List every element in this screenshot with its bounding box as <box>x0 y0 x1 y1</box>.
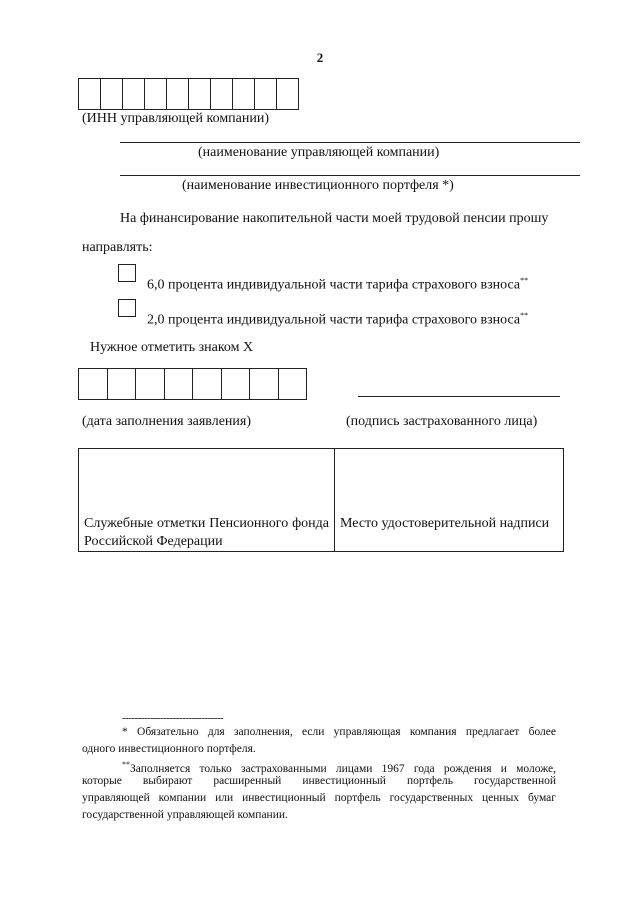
page-number: 2 <box>316 50 324 65</box>
date-digit-box[interactable] <box>136 369 165 399</box>
inn-digit-box[interactable] <box>145 79 167 109</box>
footnote-separator: -------------------------------- <box>122 712 224 724</box>
pension-fund-marks-text: Служебные отметки Пенсионного фонда Российской Федерации <box>84 516 329 549</box>
inn-digit-box[interactable] <box>189 79 211 109</box>
signature-label: (подпись застрахованного лица) <box>346 414 538 429</box>
date-input-boxes[interactable] <box>78 368 307 400</box>
request-text-line2: направлять: <box>82 240 153 255</box>
date-digit-box[interactable] <box>108 369 137 399</box>
inn-input-boxes[interactable] <box>78 78 299 110</box>
date-digit-box[interactable] <box>193 369 222 399</box>
mark-note: Нужное отметить знаком Х <box>90 340 254 355</box>
option-2-label: 2,0 процента индивидуальной части тарифа страхового взноса** <box>147 311 529 328</box>
footnote-2-line3: управляющей компании или инвестиционный портфель государственных ценных бумаг <box>82 792 556 804</box>
date-digit-box[interactable] <box>79 369 108 399</box>
footnote-2-line1: **Заполняется только застрахованными лицами 1967 года рождения и моложе, <box>122 760 556 775</box>
option-6-label: 6,0 процента индивидуальной части тарифа страхового взноса** <box>147 276 529 293</box>
option-6-checkbox[interactable] <box>118 264 136 282</box>
company-name-line[interactable] <box>120 142 580 143</box>
date-digit-box[interactable] <box>250 369 279 399</box>
inn-digit-box[interactable] <box>211 79 233 109</box>
footnote-1-line2: одного инвестиционного портфеля. <box>82 743 256 755</box>
footnote-1-line1: * Обязательно для заполнения, если управляющая компания предлагает более <box>122 726 556 738</box>
inn-digit-box[interactable] <box>123 79 145 109</box>
pension-fund-marks-cell <box>79 449 335 551</box>
portfolio-name-line[interactable] <box>120 175 580 176</box>
company-name-caption: (наименование управляющей компании) <box>198 145 440 160</box>
inn-digit-box[interactable] <box>255 79 277 109</box>
official-marks-table <box>78 448 564 552</box>
portfolio-caption: (наименование инвестиционного портфеля *) <box>182 178 454 193</box>
inn-digit-box[interactable] <box>233 79 255 109</box>
certification-text: Место удостоверительной надписи <box>340 516 550 531</box>
footnote-2-line4: государственной управляющей компании. <box>82 809 288 821</box>
date-label: (дата заполнения заявления) <box>82 414 252 429</box>
inn-digit-box[interactable] <box>277 79 299 109</box>
certification-cell <box>335 449 563 551</box>
option-2-checkbox[interactable] <box>118 299 136 317</box>
signature-line[interactable] <box>358 396 560 397</box>
inn-digit-box[interactable] <box>167 79 189 109</box>
inn-digit-box[interactable] <box>101 79 123 109</box>
inn-digit-box[interactable] <box>79 79 101 109</box>
date-digit-box[interactable] <box>222 369 251 399</box>
date-digit-box[interactable] <box>279 369 308 399</box>
date-digit-box[interactable] <box>165 369 194 399</box>
inn-label: (ИНН управляющей компании) <box>82 111 270 126</box>
footnote-2-line2: которые выбирают расширенный инвестиционный портфель государственной <box>82 775 556 787</box>
request-text-line1: На финансирование накопительной части моей трудовой пенсии прошу <box>120 211 549 226</box>
